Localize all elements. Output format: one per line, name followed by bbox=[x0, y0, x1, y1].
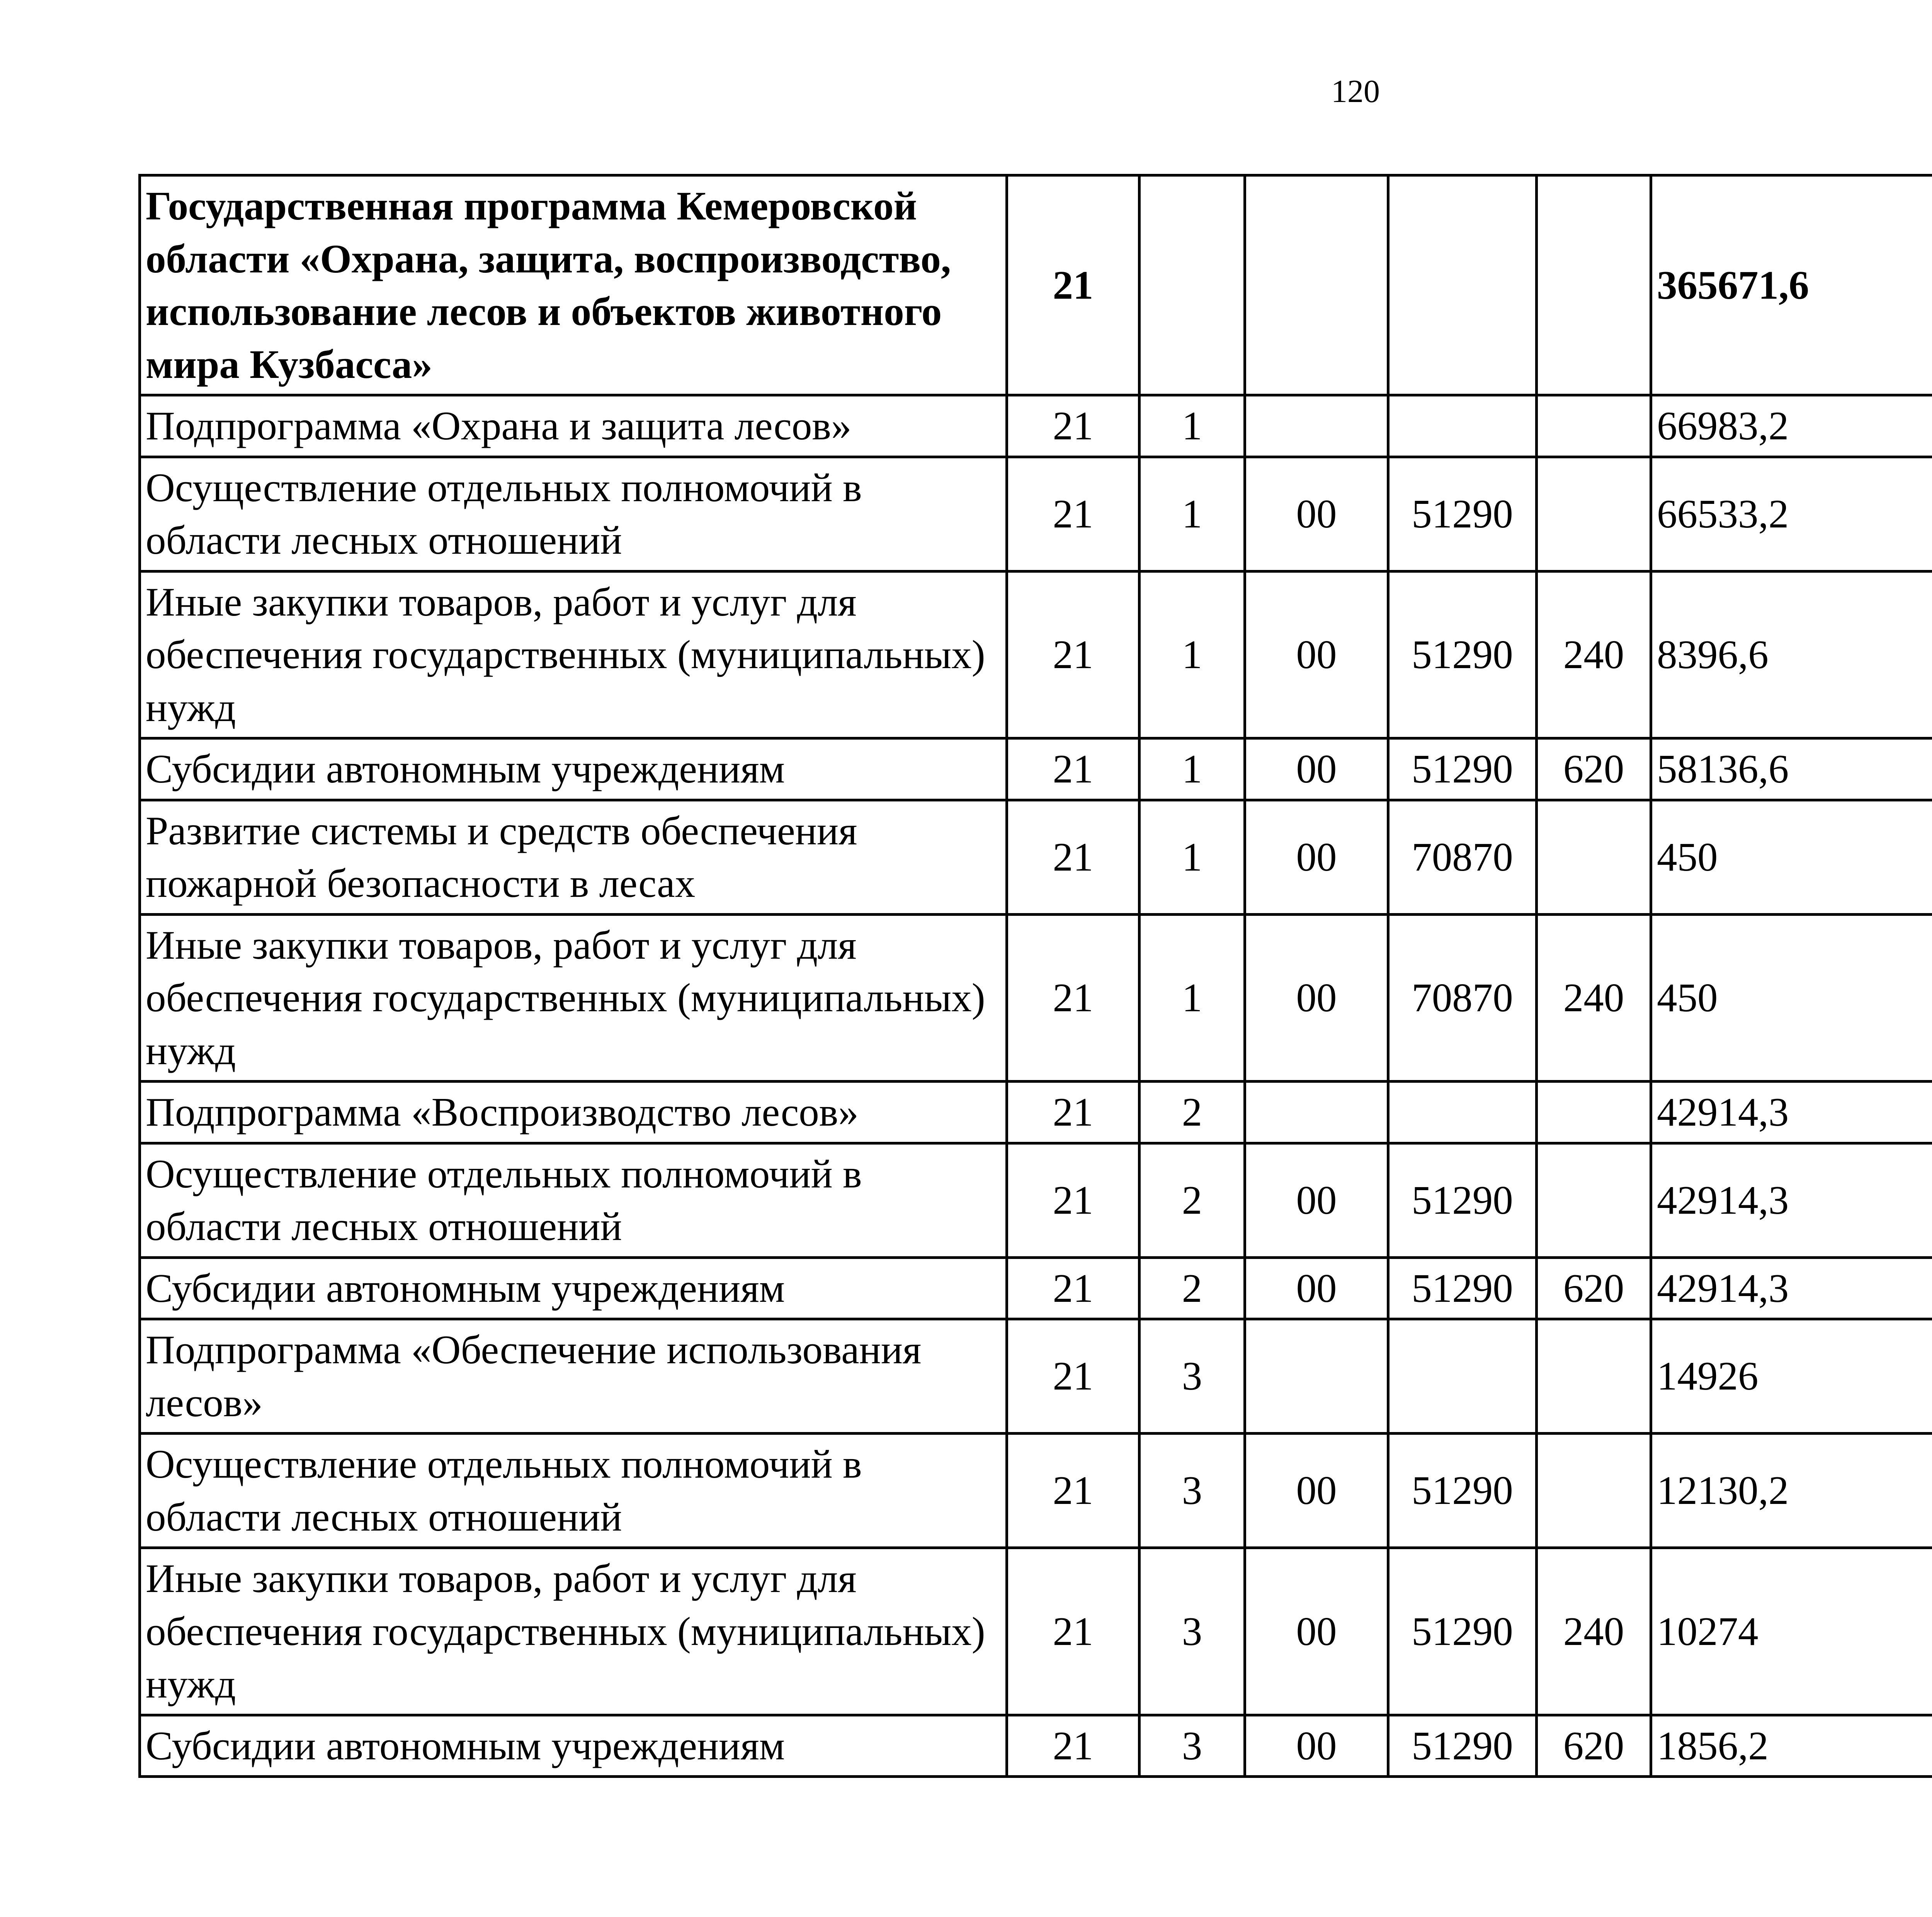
expense-code-cell: 51290 bbox=[1388, 571, 1537, 738]
row-name-cell: Развитие системы и средств обеспечения пожарной безопасности в лесах bbox=[140, 800, 1007, 914]
amount-year-1-cell: 365671,6 bbox=[1651, 175, 1932, 395]
amount-year-1-cell: 66983,2 bbox=[1651, 395, 1932, 457]
amount-year-1-cell: 42914,3 bbox=[1651, 1143, 1932, 1257]
expense-type-cell bbox=[1537, 1319, 1651, 1434]
table-row bbox=[140, 1548, 1932, 1715]
amount-year-1-cell: 450 bbox=[1651, 914, 1932, 1082]
direction-code-cell: 00 bbox=[1245, 571, 1388, 738]
subprogram-code-cell: 1 bbox=[1139, 738, 1245, 800]
program-code-cell: 21 bbox=[1007, 571, 1139, 738]
amount-year-1-cell: 10274 bbox=[1651, 1548, 1932, 1715]
table-row bbox=[140, 1082, 1932, 1143]
table-body bbox=[140, 175, 1932, 1777]
row-name-cell: Иные закупки товаров, работ и услуг для обеспечения государственных (муниципальных) нужд bbox=[140, 914, 1007, 1082]
subprogram-code-cell: 3 bbox=[1139, 1548, 1245, 1715]
row-name-cell: Осуществление отдельных полномочий в области лесных отношений bbox=[140, 1143, 1007, 1257]
row-name-cell: Иные закупки товаров, работ и услуг для обеспечения государственных (муниципальных) нужд bbox=[140, 1548, 1007, 1715]
table-row bbox=[140, 395, 1932, 457]
expense-code-cell: 51290 bbox=[1388, 1548, 1537, 1715]
program-code-cell: 21 bbox=[1007, 1434, 1139, 1548]
direction-code-cell: 00 bbox=[1245, 1715, 1388, 1777]
expense-type-cell: 240 bbox=[1537, 1548, 1651, 1715]
subprogram-code-cell: 2 bbox=[1139, 1082, 1245, 1143]
program-code-cell: 21 bbox=[1007, 175, 1139, 395]
program-code-cell: 21 bbox=[1007, 1082, 1139, 1143]
expense-code-cell: 70870 bbox=[1388, 800, 1537, 914]
direction-code-cell bbox=[1245, 1082, 1388, 1143]
direction-code-cell: 00 bbox=[1245, 1548, 1388, 1715]
expense-code-cell: 51290 bbox=[1388, 1715, 1537, 1777]
subprogram-code-cell: 3 bbox=[1139, 1319, 1245, 1434]
amount-year-1-cell: 14926 bbox=[1651, 1319, 1932, 1434]
amount-year-1-cell: 8396,6 bbox=[1651, 571, 1932, 738]
amount-year-1-cell: 12130,2 bbox=[1651, 1434, 1932, 1548]
program-code-cell: 21 bbox=[1007, 738, 1139, 800]
table-row bbox=[140, 914, 1932, 1082]
direction-code-cell: 00 bbox=[1245, 738, 1388, 800]
expense-code-cell: 51290 bbox=[1388, 1257, 1537, 1319]
program-code-cell: 21 bbox=[1007, 457, 1139, 571]
table-row bbox=[140, 175, 1932, 395]
budget-table bbox=[138, 174, 1932, 1778]
expense-code-cell bbox=[1388, 395, 1537, 457]
row-name-cell: Государственная программа Кемеровской области «Охрана, защита, воспроизводство, использование лесов и объектов животного мира Кузбасса» bbox=[140, 175, 1007, 395]
expense-code-cell: 51290 bbox=[1388, 457, 1537, 571]
amount-year-1-cell: 58136,6 bbox=[1651, 738, 1932, 800]
expense-code-cell bbox=[1388, 1319, 1537, 1434]
program-code-cell: 21 bbox=[1007, 1319, 1139, 1434]
expense-type-cell bbox=[1537, 1143, 1651, 1257]
table-row bbox=[140, 1715, 1932, 1777]
subprogram-code-cell: 1 bbox=[1139, 914, 1245, 1082]
program-code-cell: 21 bbox=[1007, 800, 1139, 914]
table-row bbox=[140, 738, 1932, 800]
row-name-cell: Субсидии автономным учреждениям bbox=[140, 1715, 1007, 1777]
program-code-cell: 21 bbox=[1007, 1548, 1139, 1715]
subprogram-code-cell: 2 bbox=[1139, 1143, 1245, 1257]
expense-code-cell: 51290 bbox=[1388, 1143, 1537, 1257]
subprogram-code-cell: 1 bbox=[1139, 571, 1245, 738]
direction-code-cell: 00 bbox=[1245, 1257, 1388, 1319]
direction-code-cell: 00 bbox=[1245, 1434, 1388, 1548]
expense-code-cell: 51290 bbox=[1388, 1434, 1537, 1548]
expense-type-cell: 240 bbox=[1537, 914, 1651, 1082]
direction-code-cell bbox=[1245, 1319, 1388, 1434]
expense-type-cell bbox=[1537, 175, 1651, 395]
subprogram-code-cell: 2 bbox=[1139, 1257, 1245, 1319]
subprogram-code-cell: 3 bbox=[1139, 1715, 1245, 1777]
table-row bbox=[140, 1257, 1932, 1319]
direction-code-cell bbox=[1245, 175, 1388, 395]
program-code-cell: 21 bbox=[1007, 1143, 1139, 1257]
table-row bbox=[140, 571, 1932, 738]
amount-year-1-cell: 42914,3 bbox=[1651, 1082, 1932, 1143]
direction-code-cell: 00 bbox=[1245, 457, 1388, 571]
direction-code-cell bbox=[1245, 395, 1388, 457]
subprogram-code-cell: 3 bbox=[1139, 1434, 1245, 1548]
expense-type-cell: 240 bbox=[1537, 571, 1651, 738]
row-name-cell: Субсидии автономным учреждениям bbox=[140, 738, 1007, 800]
expense-code-cell: 70870 bbox=[1388, 914, 1537, 1082]
row-name-cell: Осуществление отдельных полномочий в области лесных отношений bbox=[140, 457, 1007, 571]
table-row bbox=[140, 1143, 1932, 1257]
subprogram-code-cell: 1 bbox=[1139, 800, 1245, 914]
expense-type-cell: 620 bbox=[1537, 1715, 1651, 1777]
program-code-cell: 21 bbox=[1007, 1715, 1139, 1777]
subprogram-code-cell bbox=[1139, 175, 1245, 395]
table-row bbox=[140, 1319, 1932, 1434]
row-name-cell: Подпрограмма «Воспроизводство лесов» bbox=[140, 1082, 1007, 1143]
table-row bbox=[140, 800, 1932, 914]
amount-year-1-cell: 450 bbox=[1651, 800, 1932, 914]
program-code-cell: 21 bbox=[1007, 914, 1139, 1082]
expense-type-cell bbox=[1537, 800, 1651, 914]
amount-year-1-cell: 66533,2 bbox=[1651, 457, 1932, 571]
row-name-cell: Подпрограмма «Обеспечение использования лесов» bbox=[140, 1319, 1007, 1434]
table-row bbox=[140, 1434, 1932, 1548]
amount-year-1-cell: 42914,3 bbox=[1651, 1257, 1932, 1319]
expense-type-cell bbox=[1537, 457, 1651, 571]
expense-code-cell bbox=[1388, 175, 1537, 395]
subprogram-code-cell: 1 bbox=[1139, 395, 1245, 457]
direction-code-cell: 00 bbox=[1245, 914, 1388, 1082]
program-code-cell: 21 bbox=[1007, 1257, 1139, 1319]
expense-type-cell bbox=[1537, 1082, 1651, 1143]
row-name-cell: Подпрограмма «Охрана и защита лесов» bbox=[140, 395, 1007, 457]
expense-type-cell: 620 bbox=[1537, 1257, 1651, 1319]
subprogram-code-cell: 1 bbox=[1139, 457, 1245, 571]
row-name-cell: Иные закупки товаров, работ и услуг для обеспечения государственных (муниципальных) нужд bbox=[140, 571, 1007, 738]
program-code-cell: 21 bbox=[1007, 395, 1139, 457]
table-row bbox=[140, 457, 1932, 571]
amount-year-1-cell: 1856,2 bbox=[1651, 1715, 1932, 1777]
expense-type-cell bbox=[1537, 1434, 1651, 1548]
direction-code-cell: 00 bbox=[1245, 800, 1388, 914]
page-number: 120 bbox=[1331, 73, 1380, 109]
expense-type-cell bbox=[1537, 395, 1651, 457]
expense-type-cell: 620 bbox=[1537, 738, 1651, 800]
row-name-cell: Осуществление отдельных полномочий в области лесных отношений bbox=[140, 1434, 1007, 1548]
direction-code-cell: 00 bbox=[1245, 1143, 1388, 1257]
expense-code-cell: 51290 bbox=[1388, 738, 1537, 800]
expense-code-cell bbox=[1388, 1082, 1537, 1143]
row-name-cell: Субсидии автономным учреждениям bbox=[140, 1257, 1007, 1319]
